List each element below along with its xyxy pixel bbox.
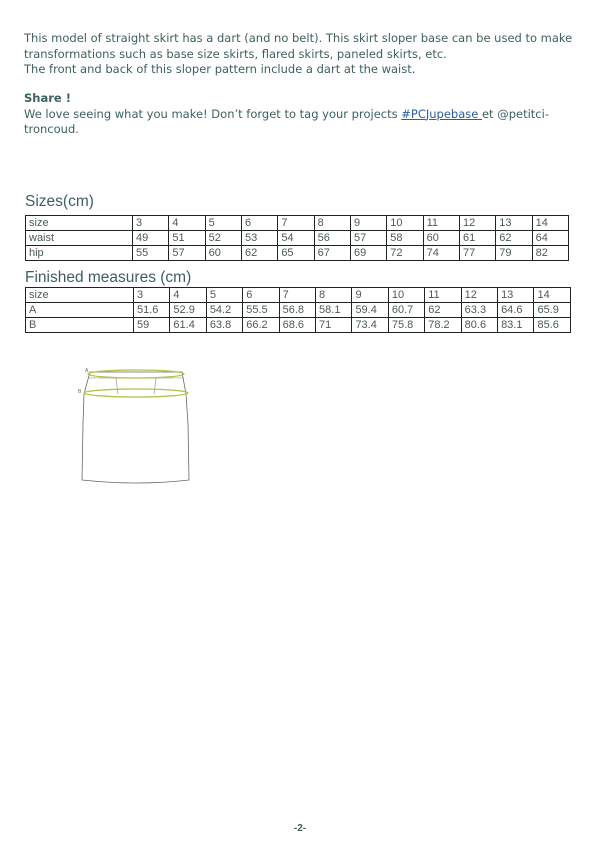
table-cell: 53	[241, 231, 277, 246]
sizes-title: Sizes(cm)	[25, 193, 94, 210]
table-cell: 85.6	[534, 318, 571, 333]
table-cell: 61	[459, 231, 495, 246]
row-label: size	[26, 216, 133, 231]
table-cell: 51.6	[134, 303, 170, 318]
table-cell: 73.4	[352, 318, 388, 333]
row-label: waist	[26, 231, 133, 246]
table-cell: 72	[387, 246, 423, 261]
table-cell: 10	[387, 216, 423, 231]
table-cell: 52	[205, 231, 241, 246]
table-cell: 3	[133, 216, 169, 231]
table-cell: 11	[423, 216, 459, 231]
table-cell: 11	[425, 288, 461, 303]
table-cell: 10	[388, 288, 424, 303]
table-cell: 14	[532, 216, 568, 231]
table-row	[26, 288, 571, 303]
table-cell: 4	[170, 288, 206, 303]
intro-line-1: This model of straight skirt has a dart (and no belt). This skirt sloper base can be used to make	[24, 31, 573, 45]
table-cell: 64	[532, 231, 568, 246]
table-row	[26, 318, 571, 333]
table-cell: 60.7	[388, 303, 424, 318]
table-cell: 71	[316, 318, 352, 333]
table-cell: 61.4	[170, 318, 206, 333]
table-cell: 7	[279, 288, 315, 303]
table-cell: 57	[169, 246, 205, 261]
intro-line-2: transformations such as base size skirts, flared skirts, paneled skirts, etc.	[24, 46, 447, 61]
table-cell: 9	[352, 288, 388, 303]
table-cell: 78.2	[425, 318, 461, 333]
share-line-1	[24, 107, 584, 123]
table-cell: 12	[461, 288, 497, 303]
table-cell: 51	[169, 231, 205, 246]
table-cell: 62	[496, 231, 532, 246]
table-cell: 4	[169, 216, 205, 231]
table-cell: 62	[425, 303, 461, 318]
share-text-after: et @petitci-	[481, 106, 549, 121]
finished-measures-title: Finished measures (cm)	[25, 269, 192, 286]
table-cell: 64.6	[498, 303, 534, 318]
row-label: size	[26, 288, 134, 303]
table-cell: 59.4	[352, 303, 388, 318]
table-cell: 8	[314, 216, 350, 231]
intro-line-3: The front and back of this sloper pattern include a dart at the waist.	[24, 62, 416, 76]
table-cell: 54	[278, 231, 314, 246]
table-cell: 65.9	[534, 303, 571, 318]
table-cell: 13	[498, 288, 534, 303]
measure-a-line	[88, 370, 184, 378]
table-row	[26, 216, 569, 231]
table-cell: 14	[534, 288, 571, 303]
table-cell: 12	[459, 216, 495, 231]
share-section	[24, 91, 584, 138]
table-cell: 9	[350, 216, 386, 231]
skirt-diagram	[78, 364, 198, 492]
table-cell: 65	[278, 246, 314, 261]
table-cell: 74	[423, 246, 459, 261]
table-row	[26, 303, 571, 318]
measure-b-label: B	[78, 389, 82, 395]
right-dart	[154, 378, 156, 394]
table-cell: 13	[496, 216, 532, 231]
table-cell: 49	[133, 231, 169, 246]
table-cell: 62	[241, 246, 277, 261]
share-line-2: troncoud.	[24, 122, 79, 136]
table-cell: 6	[243, 288, 279, 303]
table-cell: 55	[133, 246, 169, 261]
table-cell: 54.2	[206, 303, 242, 318]
table-cell: 55.5	[243, 303, 279, 318]
share-heading: Share !	[24, 91, 71, 105]
left-dart	[116, 378, 118, 394]
table-cell: 3	[134, 288, 170, 303]
table-cell: 56	[314, 231, 350, 246]
row-label: B	[26, 318, 134, 333]
table-cell: 66.2	[243, 318, 279, 333]
table-cell: 60	[423, 231, 459, 246]
measure-b-line	[84, 389, 188, 397]
table-cell: 63.8	[206, 318, 242, 333]
table-cell: 75.8	[388, 318, 424, 333]
table-cell: 5	[206, 288, 242, 303]
table-cell: 68.6	[279, 318, 315, 333]
table-cell: 8	[316, 288, 352, 303]
table-cell: 5	[205, 216, 241, 231]
page-number: -2-	[293, 823, 307, 834]
table-cell: 6	[241, 216, 277, 231]
share-text-before: We love seeing what you make! Don’t forget to tag your projects	[24, 106, 402, 121]
table-cell: 58.1	[316, 303, 352, 318]
row-label: hip	[26, 246, 133, 261]
table-cell: 63.3	[461, 303, 497, 318]
table-cell: 77	[459, 246, 495, 261]
table-cell: 7	[278, 216, 314, 231]
table-cell: 56.8	[279, 303, 315, 318]
table-cell: 82	[532, 246, 568, 261]
measure-a-label: A	[85, 368, 89, 374]
table-cell: 58	[387, 231, 423, 246]
table-cell: 60	[205, 246, 241, 261]
table-cell: 67	[314, 246, 350, 261]
table-row	[26, 246, 569, 261]
table-cell: 79	[496, 246, 532, 261]
table-cell: 59	[134, 318, 170, 333]
table-cell: 69	[350, 246, 386, 261]
row-label: A	[26, 303, 134, 318]
table-row	[26, 231, 569, 246]
table-cell: 80.6	[461, 318, 497, 333]
intro-text	[24, 31, 584, 78]
hashtag-link[interactable]: #PCJupebase	[401, 106, 482, 121]
sizes-table	[25, 215, 569, 261]
finished-measures-table	[25, 287, 571, 333]
skirt-diagram-svg	[78, 364, 198, 488]
table-cell: 52.9	[170, 303, 206, 318]
table-cell: 57	[350, 231, 386, 246]
table-cell: 83.1	[498, 318, 534, 333]
